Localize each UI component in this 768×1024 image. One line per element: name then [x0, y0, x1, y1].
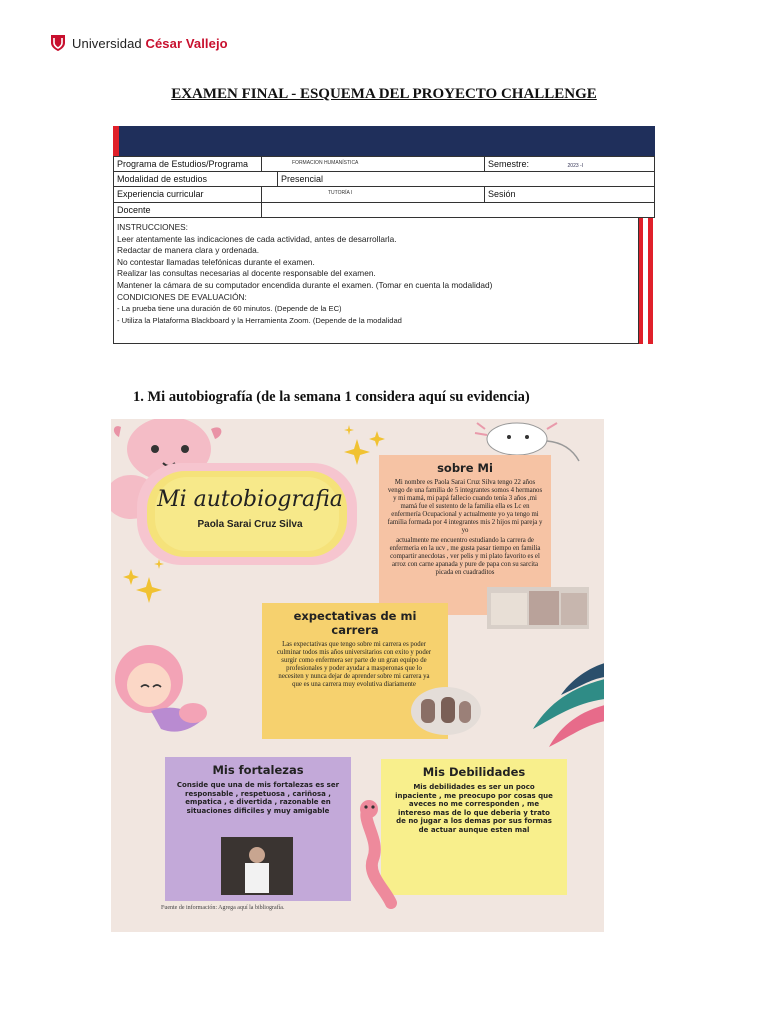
row-programa — [113, 156, 655, 172]
instruction-line: Mantener la cámara de su computador encendida durante el examen. (Tomar en cuenta la modalidad) — [117, 279, 493, 290]
semestre-label: Semestre: — [488, 159, 530, 169]
instruction-line: Leer atentamente las indicaciones de cada actividad, antes de desarrollarla. — [117, 233, 397, 244]
leaves-illustration-icon — [525, 659, 604, 749]
family-photo — [487, 587, 589, 629]
condition-line: - La prueba tiene una duración de 60 minutos. (Depende de la EC) — [117, 304, 342, 314]
poster-author-name: Paola Sarai Cruz Silva — [197, 519, 303, 530]
sobre-mi-text-2: actualmente me encuentro estudiando la carrera de enfermeria en la ucv , me gusta pasar tiempo en familia compartir anecdotas , ver pelis y mi plato favorito es el arroz con carne apanada y pure de papa con su sarcita picada en cuadraditos — [389, 537, 541, 576]
fortalezas-heading: Mis fortalezas — [212, 763, 304, 777]
exam-form — [113, 126, 655, 344]
form-header-band — [113, 126, 655, 156]
university-shield-icon — [50, 34, 66, 52]
row-experiencia — [113, 187, 655, 203]
university-logo — [50, 34, 228, 52]
sesion-label: Sesión — [484, 187, 656, 202]
fortalezas-text: Conside que una de mis fortalezas es ser responsable , respetuosa , cariñosa , empatica , e divertida , razonable en situaciones dificiles y muy amigable — [176, 781, 340, 815]
autobiography-poster — [111, 419, 604, 932]
expectativas-heading: expectativas de mi carrera — [293, 609, 417, 637]
girl-illustration-icon — [111, 641, 221, 741]
poster-footnote: Fuente de información: Agrega aquí la bibliografía. — [161, 905, 285, 911]
portrait-photo — [221, 837, 293, 895]
page-title: EXAMEN FINAL - ESQUEMA DEL PROYECTO CHALLENGE — [171, 86, 597, 102]
instruction-line: No contestar llamadas telefónicas durante el examen. — [117, 256, 315, 267]
instruction-line: Realizar las consultas necesarias al docente responsable del examen. — [117, 268, 376, 279]
student-photo — [411, 687, 481, 735]
row-docente — [113, 203, 655, 218]
modalidad-label: Modalidad de estudios — [114, 172, 278, 186]
instructions-block — [113, 218, 639, 344]
sobre-mi-text: Mi nombre es Paola Sarai Cruz Silva tengo 22 años vengo de una familia de 5 integrantes somos 4 hermanos y mi mamá, mi papá fallecio cuando tenía 3 años ,mi mamá fue el sustento de la familia ella es Lc en enfermería Ocupacional y actualmente yo ya tengo mi familia formada por 4 integrantes mis 2 hijos mi pareja y yo — [387, 479, 543, 534]
experiencia-label: Experiencia curricular — [114, 187, 262, 202]
docente-label: Docente — [114, 203, 262, 217]
modalidad-value: Presencial — [281, 174, 324, 184]
conditions-heading: CONDICIONES DE EVALUACIÓN: — [117, 291, 247, 302]
programa-label: Programa de Estudios/Programa — [114, 157, 262, 171]
poster-title: Mi autobiografia — [157, 487, 343, 512]
row-modalidad — [113, 172, 655, 187]
debilidades-text: Mis debilidades es ser un poco inpaciente , me preocupo por cosas que aveces no me corresponden , me intereso mas de lo que deberia y trato de no jugar a los demas por sus formas de actuar aunque esten mal — [395, 783, 553, 834]
condition-line: - Utiliza la Plataforma Blackboard y la Herramienta Zoom. (Depende de la modalidad — [117, 315, 402, 325]
university-name: Universidad César Vallejo — [72, 35, 228, 51]
section-heading: 1. Mi autobiografía (de la semana 1 considera aquí su evidencia) — [133, 389, 530, 405]
debilidades-heading: Mis Debilidades — [422, 765, 526, 779]
programa-value: FORMACION HUMANÍSTICA — [292, 160, 359, 166]
semestre-cell — [484, 157, 656, 171]
sobre-mi-heading: sobre Mi — [437, 461, 493, 475]
title-frame-icon — [133, 459, 361, 569]
instructions-red-bars — [639, 218, 655, 344]
instruction-line: Redactar de manera clara y ordenada. — [117, 245, 260, 256]
experiencia-value: TUTORÍA I — [328, 190, 353, 196]
instructions-heading: INSTRUCCIONES: — [117, 222, 188, 232]
axolotl-illustration-icon — [351, 799, 411, 909]
expectativas-text: Las expectativas que tengo sobre mi carrera es poder culminar todos mis años universitarios con exito y poder surgir como enfermera ser parte de un gran equipo de profesionales y poder ayudar a masperonas que lo necesiten y nunca dejar de aprender sobre mi carrera ya que es una carrera muy evolutiva diariamente — [276, 641, 432, 688]
semestre-value: 2023 -I — [567, 163, 584, 169]
